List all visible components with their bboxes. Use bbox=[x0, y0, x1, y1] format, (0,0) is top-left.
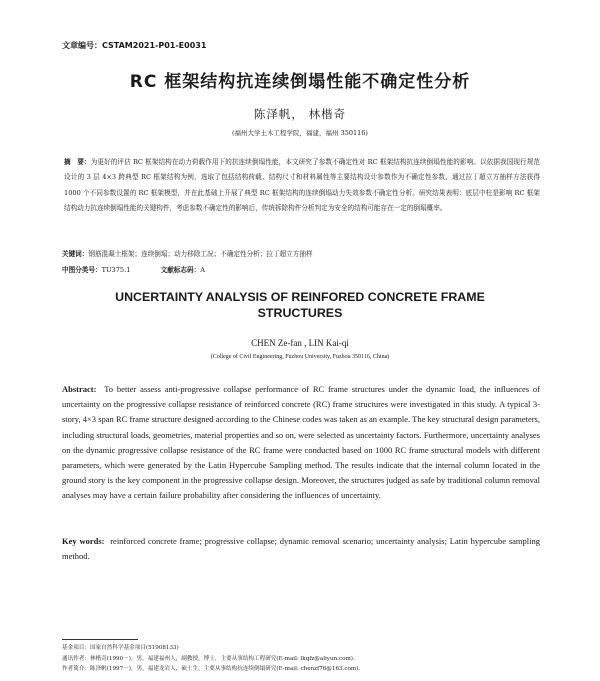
chinese-keywords-text: 钢筋混凝土框架；连续倒塌；动力移除工况；不确定性分析；拉丁超立方抽样 bbox=[88, 250, 313, 258]
chinese-title: RC 框架结构抗连续倒塌性能不确定性分析 bbox=[129, 72, 471, 92]
english-keywords-text: reinforced concrete frame; progressive collapse; dynamic removal scenario; uncertainty analysis; Latin hypercube sampling method. bbox=[62, 536, 540, 562]
english-title bbox=[40, 289, 560, 321]
english-keywords-label: Key words: bbox=[62, 536, 105, 546]
doc-code: A bbox=[200, 266, 205, 274]
clc-code: TU375.1 bbox=[101, 266, 131, 274]
english-title-line2: STRUCTURES bbox=[257, 306, 343, 320]
english-abstract bbox=[62, 382, 540, 504]
chinese-abstract-label: 摘 要： bbox=[64, 158, 91, 166]
chinese-abstract-text: 为更好的评估 RC 框架结构在动力荷载作用下的抗连续倒塌性能，本文研究了参数不确定性对 RC 框架结构抗连续倒塌性能的影响。以依据我国现行规范设计的 3 层 4×3 跨典型 RC 框架结构为例，选取了包括结构荷载、结构尺寸和材料属性等主要结构设计参数作为不确定性参数，通过拉丁超立方抽样方法获得 1000 个不同参数设置的 RC 框架模型，并在此基础上开展了典型 RC 框架结构的连续倒塌动力失效参数不确定性分析。研究结果表明：底层中柱是影响 RC 框架结构动力抗连续倒塌性能的关键构件，考虑参数不确定性的影响后，传统拆除构件分析判定为安全的结构可能存在一定的倒塌概率。 bbox=[64, 158, 541, 213]
chinese-keywords bbox=[62, 248, 542, 258]
article-number: 文章编号：CSTAM2021-P01-E0031 bbox=[62, 41, 207, 50]
footnote-fund: 基金项目：国家自然科学基金项目(51908133) bbox=[62, 645, 179, 651]
chinese-abstract bbox=[64, 155, 540, 217]
footnote-divider bbox=[62, 639, 138, 640]
footnote-first-author: 作者简介：陈泽帆(1997－)，男，福建龙岩人，硕士生，主要从事结构抗连续倒塌研究(E-mail: chenzf76@163.com). bbox=[62, 666, 361, 672]
chinese-authors: 陈泽帆， 林楷奇 bbox=[253, 107, 347, 121]
chinese-affiliation: (福州大学土木工程学院，福建，福州 350116) bbox=[232, 129, 368, 137]
clc-label: 中图分类号： bbox=[62, 266, 102, 274]
doc-code-label: 文献标志码： bbox=[160, 266, 201, 274]
english-authors: CHEN Ze-fan , LIN Kai-qi bbox=[251, 338, 349, 348]
english-title-line1: UNCERTAINTY ANALYSIS OF REINFORED CONCRETE FRAME bbox=[115, 290, 485, 304]
footnote-corresponding-author: 通讯作者：林楷奇(1990－)，男，福建福州人，副教授，博士，主要从事结构工程研究(E-mail: lkqfz@aliyun.com). bbox=[62, 655, 355, 662]
english-keywords bbox=[62, 534, 540, 564]
english-affiliation: (College of Civil Engineering, Fuzhou University, Fuzhou 350116, China) bbox=[210, 354, 390, 360]
classification-line bbox=[62, 264, 542, 274]
english-abstract-label: Abstract: bbox=[62, 384, 97, 394]
chinese-keywords-label: 关键词： bbox=[62, 250, 89, 258]
footnotes bbox=[62, 643, 542, 675]
english-abstract-text: To better assess anti-progressive collapse performance of RC frame structures under the dynamic load, the influences of uncertainty on the progressive collapse resistance of reinforced concrete (RC) frame structures were investigated in this study. A typical 3-story, 4×3 span RC frame structure designed according to the Chinese codes was taken as an example. The key structural design parameters, including structural loads, geometries, material properties and so on, were selected as uncertainty factors. Furthermore, uncertainty analyses on the dynamic progressive collapse resistance of the RC frame were conducted based on 1000 RC frame structural models with different parameters, which were generated by the Latin Hypercube Sampling method. The results indicate that the internal column located in the ground story is the key component in the progressive collapse design. Moreover, the structures judged as safe by traditional column removal analyses may have a certain failure probability after considering the influences of uncertainty. bbox=[62, 384, 540, 501]
